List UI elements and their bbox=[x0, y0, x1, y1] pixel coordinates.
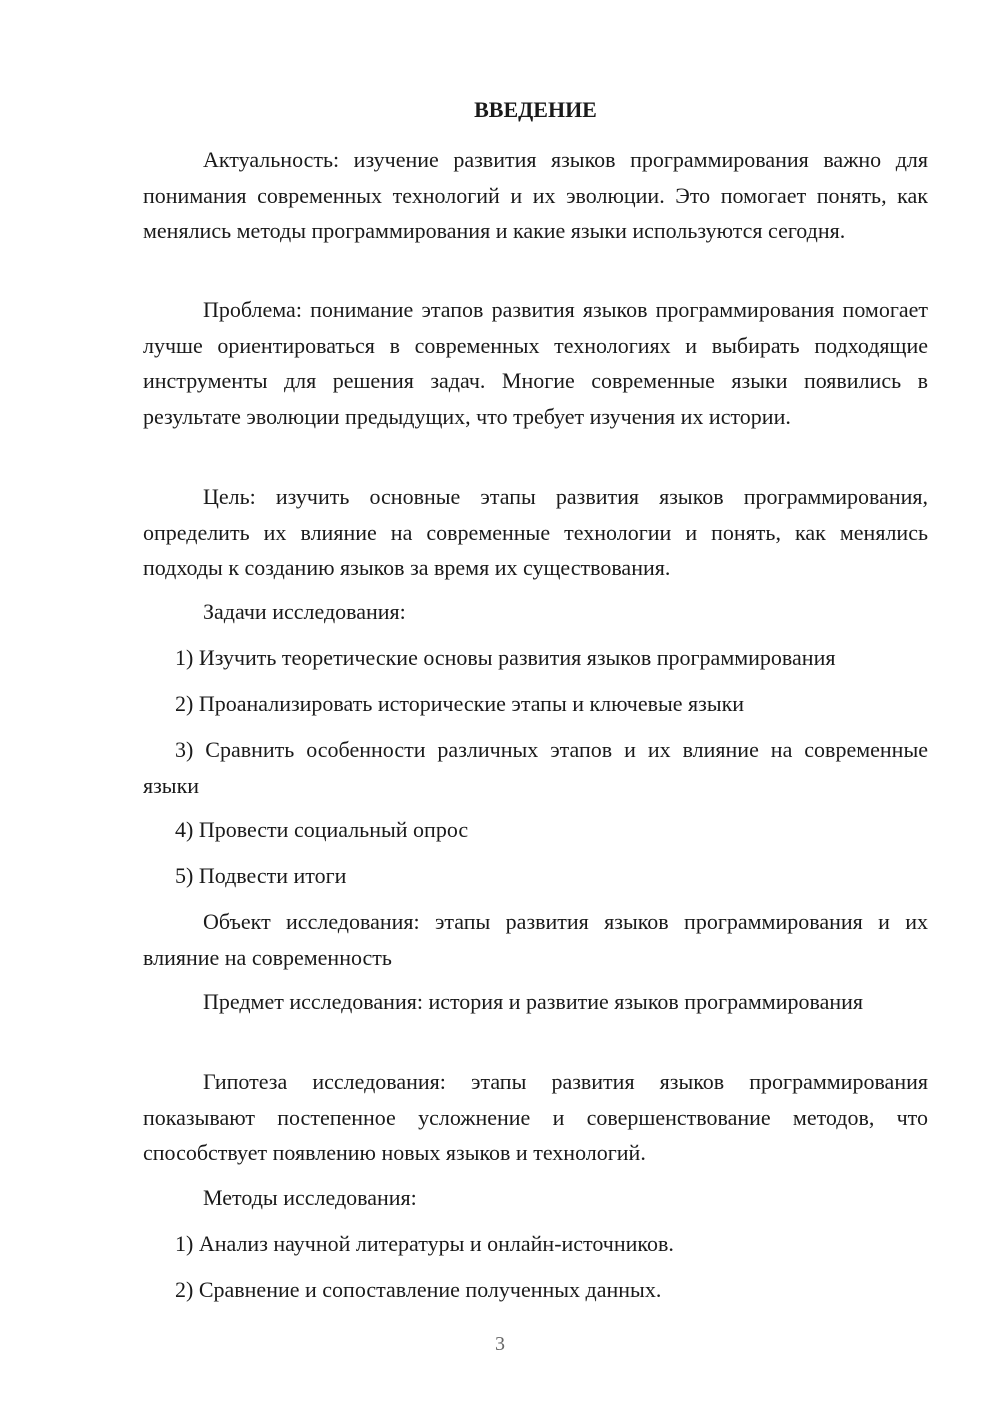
hypothesis-paragraph: Гипотеза исследования: этапы развития языков программирования показывают постепенное усложнение и совершенствование методов, что способствует появлению новых языков и технологий. bbox=[143, 1069, 928, 1166]
goal-paragraph: Цель: изучить основные этапы развития языков программирования, определить их влияние на современные технологии и понять, как менялись подходы к созданию языков за время их существования. bbox=[143, 484, 928, 581]
task-item-2: 2) Проанализировать исторические этапы и ключевые языки bbox=[175, 691, 745, 716]
task-item-1: 1) Изучить теоретические основы развития языков программирования bbox=[175, 645, 836, 670]
task-item-4: 4) Провести социальный опрос bbox=[175, 817, 469, 842]
object-paragraph: Объект исследования: этапы развития языков программирования и их влияние на современность bbox=[143, 909, 928, 970]
methods-heading: Методы исследования: bbox=[203, 1185, 417, 1210]
tasks-heading: Задачи исследования: bbox=[203, 599, 406, 624]
subject-paragraph: Предмет исследования: история и развитие языков программирования bbox=[203, 989, 863, 1014]
method-item-2: 2) Сравнение и сопоставление полученных данных. bbox=[175, 1277, 662, 1302]
relevance-paragraph: Актуальность: изучение развития языков программирования важно для понимания современных технологий и их эволюции. Это помогает понять, как менялись методы программирования и какие языки используются сегодня. bbox=[143, 147, 928, 244]
task-item-3: 3) Сравнить особенности различных этапов и их влияние на современные языки bbox=[143, 737, 928, 798]
task-item-5: 5) Подвести итоги bbox=[175, 863, 347, 888]
section-title: ВВЕДЕНИЕ bbox=[474, 97, 597, 122]
method-item-1: 1) Анализ научной литературы и онлайн-источников. bbox=[175, 1231, 674, 1256]
page-number: 3 bbox=[495, 1333, 505, 1355]
problem-paragraph: Проблема: понимание этапов развития языков программирования помогает лучше ориентироваться в современных технологиях и выбирать подходящие инструменты для решения задач. Многие современные языки появились в результате эволюции предыдущих, что требует изучения их истории. bbox=[143, 297, 928, 429]
